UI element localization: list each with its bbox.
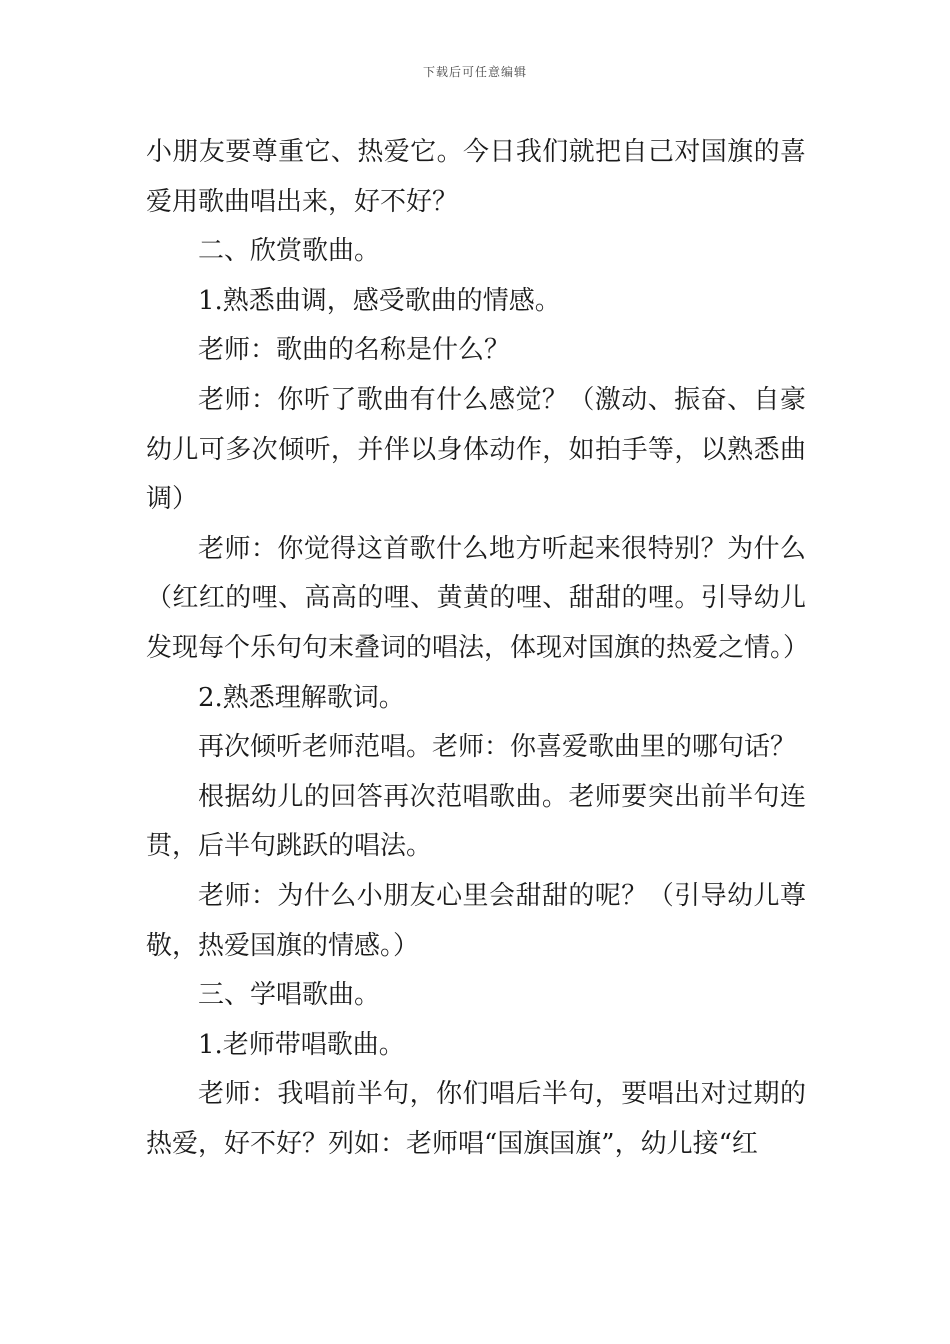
paragraph: 老师：你觉得这首歌什么地方听起来很特别？为什么（红红的哩、高高的哩、黄黄的哩、甜甜的哩。引导幼儿发现每个乐句句末叠词的唱法，体现对国旗的热爱之情。） [146, 533, 810, 663]
paragraph: 根据幼儿的回答再次范唱歌曲。老师要突出前半句连贯，后半句跳跃的唱法。 [146, 781, 806, 862]
document-body [146, 128, 810, 1169]
section-heading: 三、学唱歌曲。 [198, 980, 381, 1011]
section-heading: 二、欣赏歌曲。 [198, 236, 381, 267]
paragraph: 小朋友要尊重它、热爱它。今日我们就把自己对国旗的喜爱用歌曲唱出来，好不好？ [146, 137, 806, 217]
subsection-heading: 1.熟悉曲调，感受歌曲的情感。 [198, 285, 561, 316]
subsection-heading: 2.熟悉理解歌词。 [198, 682, 405, 713]
paragraph: 再次倾听老师范唱。老师：你喜爱歌曲里的哪句话？ [198, 732, 797, 763]
paragraph: 老师：为什么小朋友心里会甜甜的呢？（引导幼儿尊敬，热爱国旗的情感。） [146, 880, 806, 961]
page-header: 下载后可任意编辑 [422, 65, 527, 79]
paragraph: 老师：你听了歌曲有什么感觉？（激动、振奋、自豪幼儿可多次倾听，并伴以身体动作，如拍手等，以熟悉曲调） [146, 384, 806, 515]
subsection-heading: 1.老师带唱歌曲。 [198, 1029, 405, 1060]
paragraph: 老师：歌曲的名称是什么？ [198, 335, 511, 366]
paragraph: 老师：我唱前半句，你们唱后半句，要唱出对过期的热爱，好不好？列如：老师唱“国旗国旗”，幼儿接“红 [146, 1079, 806, 1159]
